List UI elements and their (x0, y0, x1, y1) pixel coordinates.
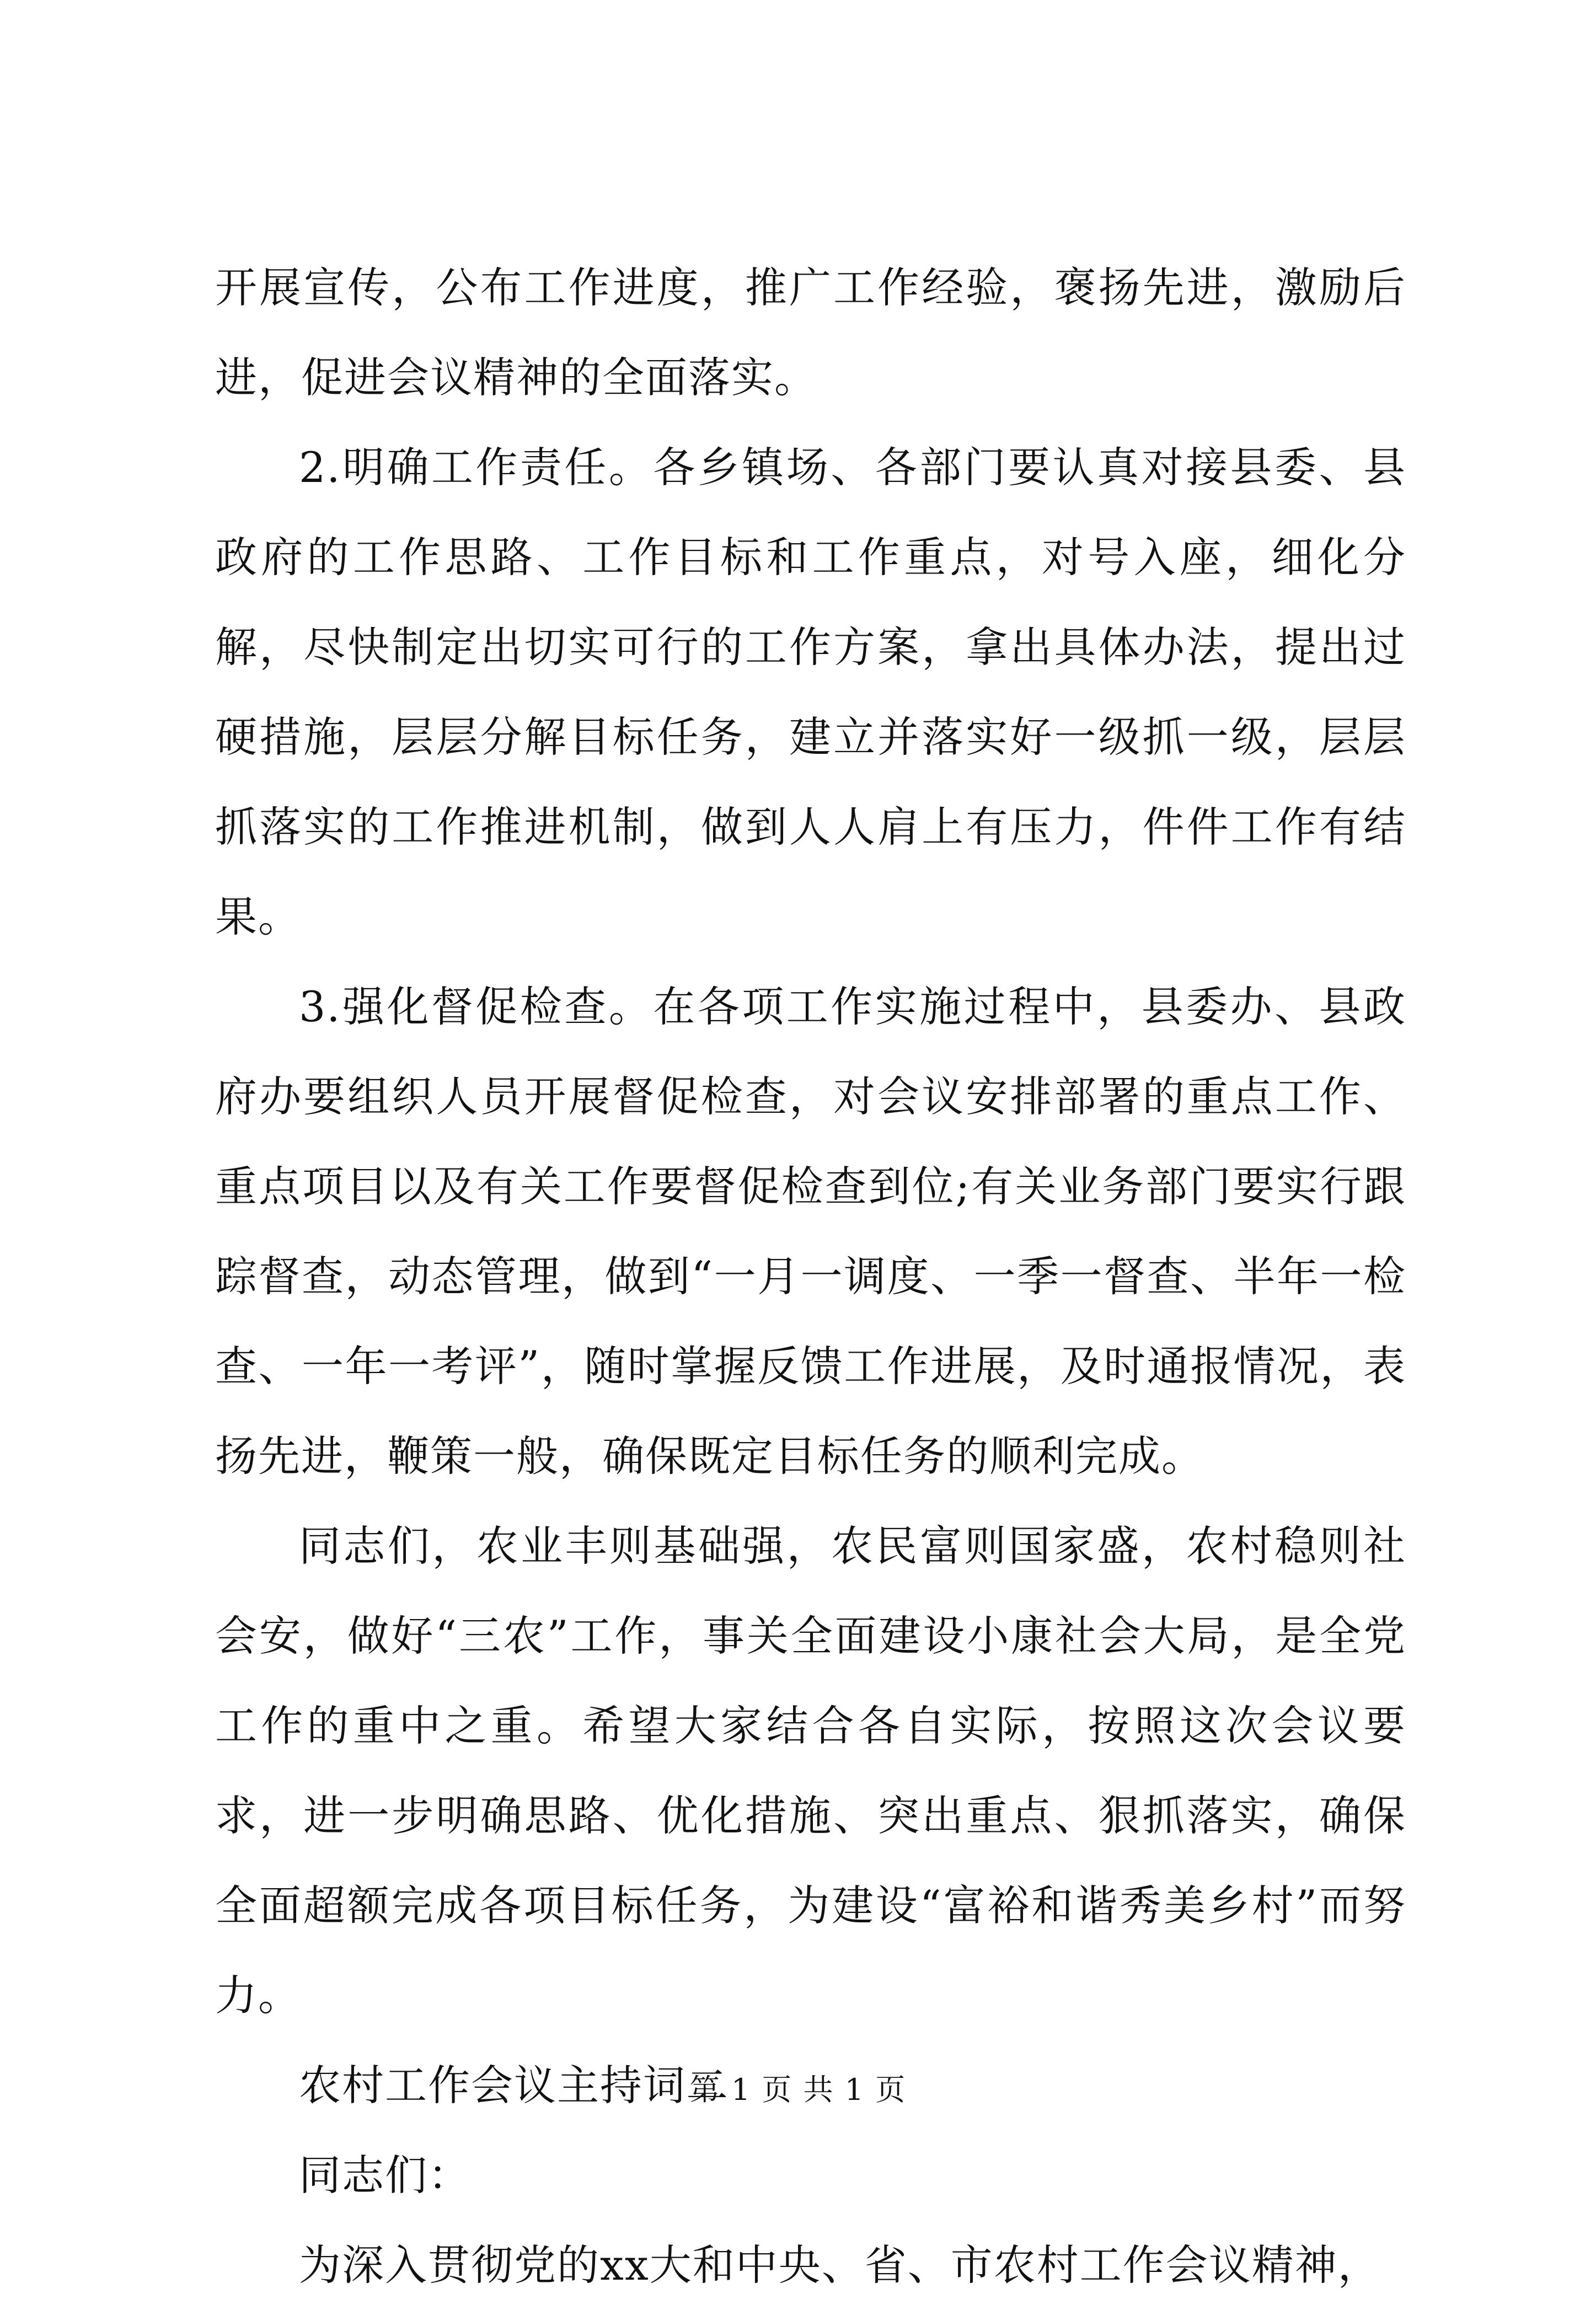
paragraph-continuation: 开展宣传，公布工作进度，推广工作经验，褒扬先进，激励后进，促进会议精神的全面落实。 (215, 263, 1406, 402)
paragraph-work-responsibility: 2.明确工作责任。各乡镇场、各部门要认真对接县委、县政府的工作思路、工作目标和工作重点，对号入座，细化分解，尽快制定出切实可行的工作方案，拿出具体办法，提出过硬措施，层层分解目标任务，建立并落实好一级抓一级，层层抓落实的工作推进机制，做到人人肩上有压力，件件工作有结果。 (215, 443, 1406, 941)
document-body (215, 243, 1406, 2310)
paragraph-supervision-inspection: 3.强化督促检查。在各项工作实施过程中，县委办、县政府办要组织人员开展督促检查，对会议安排部署的重点工作、重点项目以及有关工作要督促检查到位;有关业务部门要实行跟踪督查，动态管理，做到“一月一调度、一季一督查、半年一检查、一年一考评”，随时掌握反馈工作进展，及时通报情况，表扬先进，鞭策一般，确保既定目标任务的顺利完成。 (215, 982, 1406, 1481)
page-footer: 第 1 页 共 1 页 (689, 2072, 907, 2107)
section-heading: 农村工作会议主持词二 (299, 2061, 729, 2110)
paragraph-closing-remarks: 同志们，农业丰则基础强，农民富则国家盛，农村稳则社会安，做好“三农”工作，事关全面建设小康社会大局，是全党工作的重中之重。希望大家结合各自实际，按照这次会议要求，进一步明确思路、优化措施、突出重点、狠抓落实，确保全面超额完成各项目标任务，为建设“富裕和谐秀美乡村”而努力。 (215, 1521, 1406, 2020)
paragraph-opening: 为深入贯彻党的xx大和中央、省、市农村工作会议精神， (299, 2241, 1381, 2290)
salutation: 同志们： (299, 2151, 471, 2200)
